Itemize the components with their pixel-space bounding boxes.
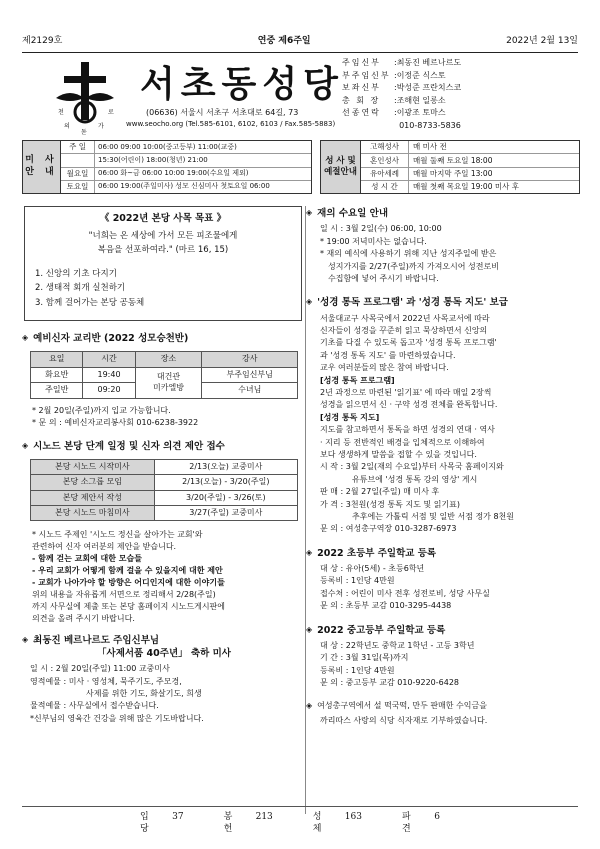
kids-school-heading: ◈ 2022 초등부 주일학교 등록 xyxy=(306,547,437,559)
ash-wednesday-details: 일 시 : 3월 2일(수) 06:00, 10:00 * 19:00 저녁미사는 없습니다. * 재의 예식에 사용하기 위해 지난 성지주일에 받은 성지가지를 2/27(주일)까지 가져오시어 성전로비 수집함에 넣어 주시기 바랍니다. xyxy=(320,224,499,283)
mass-schedule-label: 미 사 안 내 xyxy=(23,141,61,193)
right-column xyxy=(306,206,582,727)
mass-row: 15:30(어린이) 18:00(청년) 21:00 xyxy=(61,154,311,167)
pastoral-goal-items xyxy=(35,267,291,310)
diamond-bullet-icon: ◈ xyxy=(306,701,313,711)
parish-contact: www.seocho.org (Tel.585-6101, 6102, 6103 / Fax.585-5883) xyxy=(126,120,336,128)
goal-item: 1. 신앙의 기초 다지기 xyxy=(35,268,117,279)
table-header: 시간 xyxy=(83,352,135,367)
pastoral-goal-box xyxy=(24,206,302,321)
staff-row: 보좌신부 : 박성준 프란치스코 xyxy=(342,83,462,92)
staff-row: 010-8733-5836 xyxy=(399,120,461,130)
goal-item: 2. 생태적 회개 실천하기 xyxy=(35,283,126,294)
catechumen-table xyxy=(30,351,298,398)
stat-item: 파견 6 xyxy=(401,812,440,834)
diamond-bullet-icon: ◈ xyxy=(306,547,313,557)
mass-row: 월요일 06:00 화~금 06:00 10:00 19:00(수요일 제외) xyxy=(61,168,311,181)
table-row: 화요반 19:40 대건관 미카엘방 부주임신부님 xyxy=(31,367,298,382)
svg-text:로: 로 xyxy=(108,109,114,116)
bible-reading-heading: ◈ '성경 통독 프로그램' 과 '성경 통독 지도' 보급 xyxy=(306,297,508,309)
pastor-anniversary-heading: ◈ 최동진 베르나르도 주임신부님 xyxy=(22,635,160,647)
stat-item: 성체 163 xyxy=(312,812,362,834)
issue-number: 제2129호 xyxy=(22,36,63,46)
stat-item: 봉헌 213 xyxy=(223,812,273,834)
bible-reading-details: 서울대교구 사목국에서 2022년 사목교서에 따라 신자들이 성경을 꾸준히 읽고 묵상하면서 신앙의 기초를 다질 수 있도록 돕고자 '성경 통독 프로그램' 과 '성경 통독 지도' 를 마련하였습니다. 교우 여러분들의 많은 참여 바랍니다. [성경 통독 프로그램] 2년 과정으로 마련된 '읽기표' 에 따라 매일 2장씩 성경을 읽으면서 신 · 구약 성경 전체를 완독합니다. [성경 통독 지도] 지도를 참고하면서 통독을 하면 성경의 연대 · 역사 · 지리 등 전반적인 배경을 입체적으로 이해하여 보다 생생하게 말씀을 접할 수 있을 것입니다. 시 작 : 3월 2일(재의 수요일)부터 사목국 홈페이지와 유튜브에 '성경 통독 강의 영상' 게시 판 매 : 2월 27일(주일) 매 미사 후 가 격 : 3천원(성경 통독 지도 및 읽기표) 추후에는 가톨릭 서점 및 일반 서점 정가 8천원 문 의 : 여성총구역장 010-3287-6973 xyxy=(320,313,514,534)
table-row: 본당 제안서 작성 3/20(주일) - 3/26(토) xyxy=(31,490,298,505)
goal-item: 3. 함께 걸어가는 본당 공동체 xyxy=(35,297,145,308)
women-donation-note-2: 까리따스 사랑의 식당 식자재로 기부하였습니다. xyxy=(320,715,488,725)
parish-name: 서초동성당 xyxy=(140,64,344,105)
table-row: 주일반 09:20 수녀님 xyxy=(31,383,298,398)
parish-address: (06636) 서울시 서초구 서초대로 64길, 73 xyxy=(146,108,299,117)
diamond-bullet-icon: ◈ xyxy=(306,208,313,217)
sacrament-row: 혼인성사 매월 둘째 토요일 18:00 xyxy=(361,154,579,167)
svg-text:돋: 돋 xyxy=(81,129,87,136)
table-header: 강사 xyxy=(202,352,298,367)
diamond-bullet-icon: ◈ xyxy=(22,440,29,450)
kids-school-details: 대 상 : 유아(5세) - 초등6학년 등록비 : 1인당 4만원 접수처 : 어린이 미사 전후 성전로비, 성당 사무실 문 의 : 초등부 교감 010-3295-4438 xyxy=(320,564,490,611)
svg-text:가: 가 xyxy=(98,123,104,130)
footer-divider xyxy=(22,806,578,807)
table-row: 본당 시노드 마침미사 3/27(주일) 교중미사 xyxy=(31,506,298,521)
catechumen-notes: * 2월 20일(주일)까지 입교 가능합니다. * 문 의 : 예비신자교리봉사회 010-6238-3922 xyxy=(32,405,199,427)
sacrament-schedule xyxy=(320,140,580,194)
table-row: 본당 시노드 시작미사 2/13(오늘) 교중미사 xyxy=(31,459,298,474)
table-row: 본당 소그룹 모임 2/13(오늘) - 3/20(주일) xyxy=(31,475,298,490)
sacrament-label: 성 사 및 예절안내 xyxy=(321,141,361,193)
catechumen-heading: ◈ 예비신자 교리반 (2022 성모승천반) xyxy=(22,333,189,344)
pastoral-goal-title: 《 2022년 본당 사목 목표 》 xyxy=(99,213,227,224)
synod-heading: ◈ 시노드 본당 단계 일정 및 신자 의견 제안 접수 xyxy=(22,440,225,452)
sacrament-row: 성 시 간 매월 첫째 목요일 19:00 미사 후 xyxy=(361,181,579,193)
ash-wednesday-heading: ◈ 재의 수요일 안내 xyxy=(306,208,389,219)
diamond-bullet-icon: ◈ xyxy=(22,635,29,645)
svg-text:천: 천 xyxy=(58,109,64,116)
staff-row: 총 회 장 : 조해현 일롱소 xyxy=(342,95,446,105)
attendance-stats xyxy=(140,812,480,835)
sacrament-row: 유아세례 매월 마지막 주일 13:00 xyxy=(361,168,579,181)
pastoral-goal-verse: "너희는 온 세상에 가서 모든 피조물에게 복음을 선포하여라." (마르 16, 15) xyxy=(88,231,238,255)
diamond-bullet-icon: ◈ xyxy=(306,297,313,307)
staff-list xyxy=(342,58,582,133)
synod-notes: * 시노드 주제인 '시노드 정신을 살아가는 교회'와 관련하여 신자 여러분의 제안을 받습니다. - 함께 걷는 교회에 대한 모습들 - 우리 교회가 어떻게 함께 걸을 수 있을지에 대한 제안 - 교회가 나아가야 할 방향은 어디인지에 대한 이야기들 위의 내용을 자유롭게 서면으로 정리해서 2/28(주일) 까지 사무실에 제출 또는 본당 홈페이지 시노드게시판에 의견을 올려 주시기 바랍니다. xyxy=(32,530,225,624)
issue-date: 2022년 2월 13일 xyxy=(506,36,578,46)
header-divider xyxy=(22,52,578,53)
mass-schedule xyxy=(22,140,312,194)
staff-row: 부주임신부 : 이정준 식스토 xyxy=(342,70,446,80)
issue-header xyxy=(22,36,578,48)
staff-row: 주임신부 : 최동진 베르나르도 xyxy=(342,58,462,67)
synod-table xyxy=(30,459,298,522)
teens-school-details: 대 상 : 22학년도 중학교 1학년 - 고등 3학년 기 간 : 3월 31일(목)까지 등록비 : 1인당 4만원 문 의 : 중고등부 교감 010-9220-6428 xyxy=(320,640,475,688)
sacrament-row: 고해성사 매 미사 전 xyxy=(361,141,579,154)
diamond-bullet-icon: ◈ xyxy=(306,624,313,634)
staff-row: 선종연락 : 이광조 토마스 xyxy=(342,108,446,117)
mass-row: 토요일 06:00 19:00(주일미사) 성모 신심미사 첫토요일 06:00 xyxy=(61,181,311,193)
women-donation-note: ◈ 여성총구역에서 설 떡국떡, 만두 판매한 수익금을 xyxy=(306,701,487,711)
liturgical-season: 연중 제6주일 xyxy=(257,36,311,46)
table-header: 장소 xyxy=(135,352,202,367)
svg-text:의: 의 xyxy=(64,123,70,130)
parish-logo-icon xyxy=(50,58,120,136)
left-column xyxy=(22,206,306,725)
mass-row: 주 일 06:00 09:00 10:00(중고등부) 11:00(교중) xyxy=(61,141,311,154)
table-header: 요일 xyxy=(31,352,83,367)
diamond-bullet-icon: ◈ xyxy=(22,333,29,342)
stat-item: 입당 37 xyxy=(140,812,184,834)
pastor-anniversary-subtitle: 「사제서품 40주년」 축하 미사 xyxy=(97,647,231,659)
pastor-anniversary-details: 일 시 : 2월 20일(주일) 11:00 교중미사 영적예물 : 미사 · 영성체, 묵주기도, 주모경, 사제를 위한 기도, 화살기도, 희생 물적예물 : 사무실에서 접수받습니다. *신부님의 영육간 건강을 위해 많은 기도바랍니다. xyxy=(30,664,204,723)
teens-school-heading: ◈ 2022 중고등부 주일학교 등록 xyxy=(306,624,446,636)
